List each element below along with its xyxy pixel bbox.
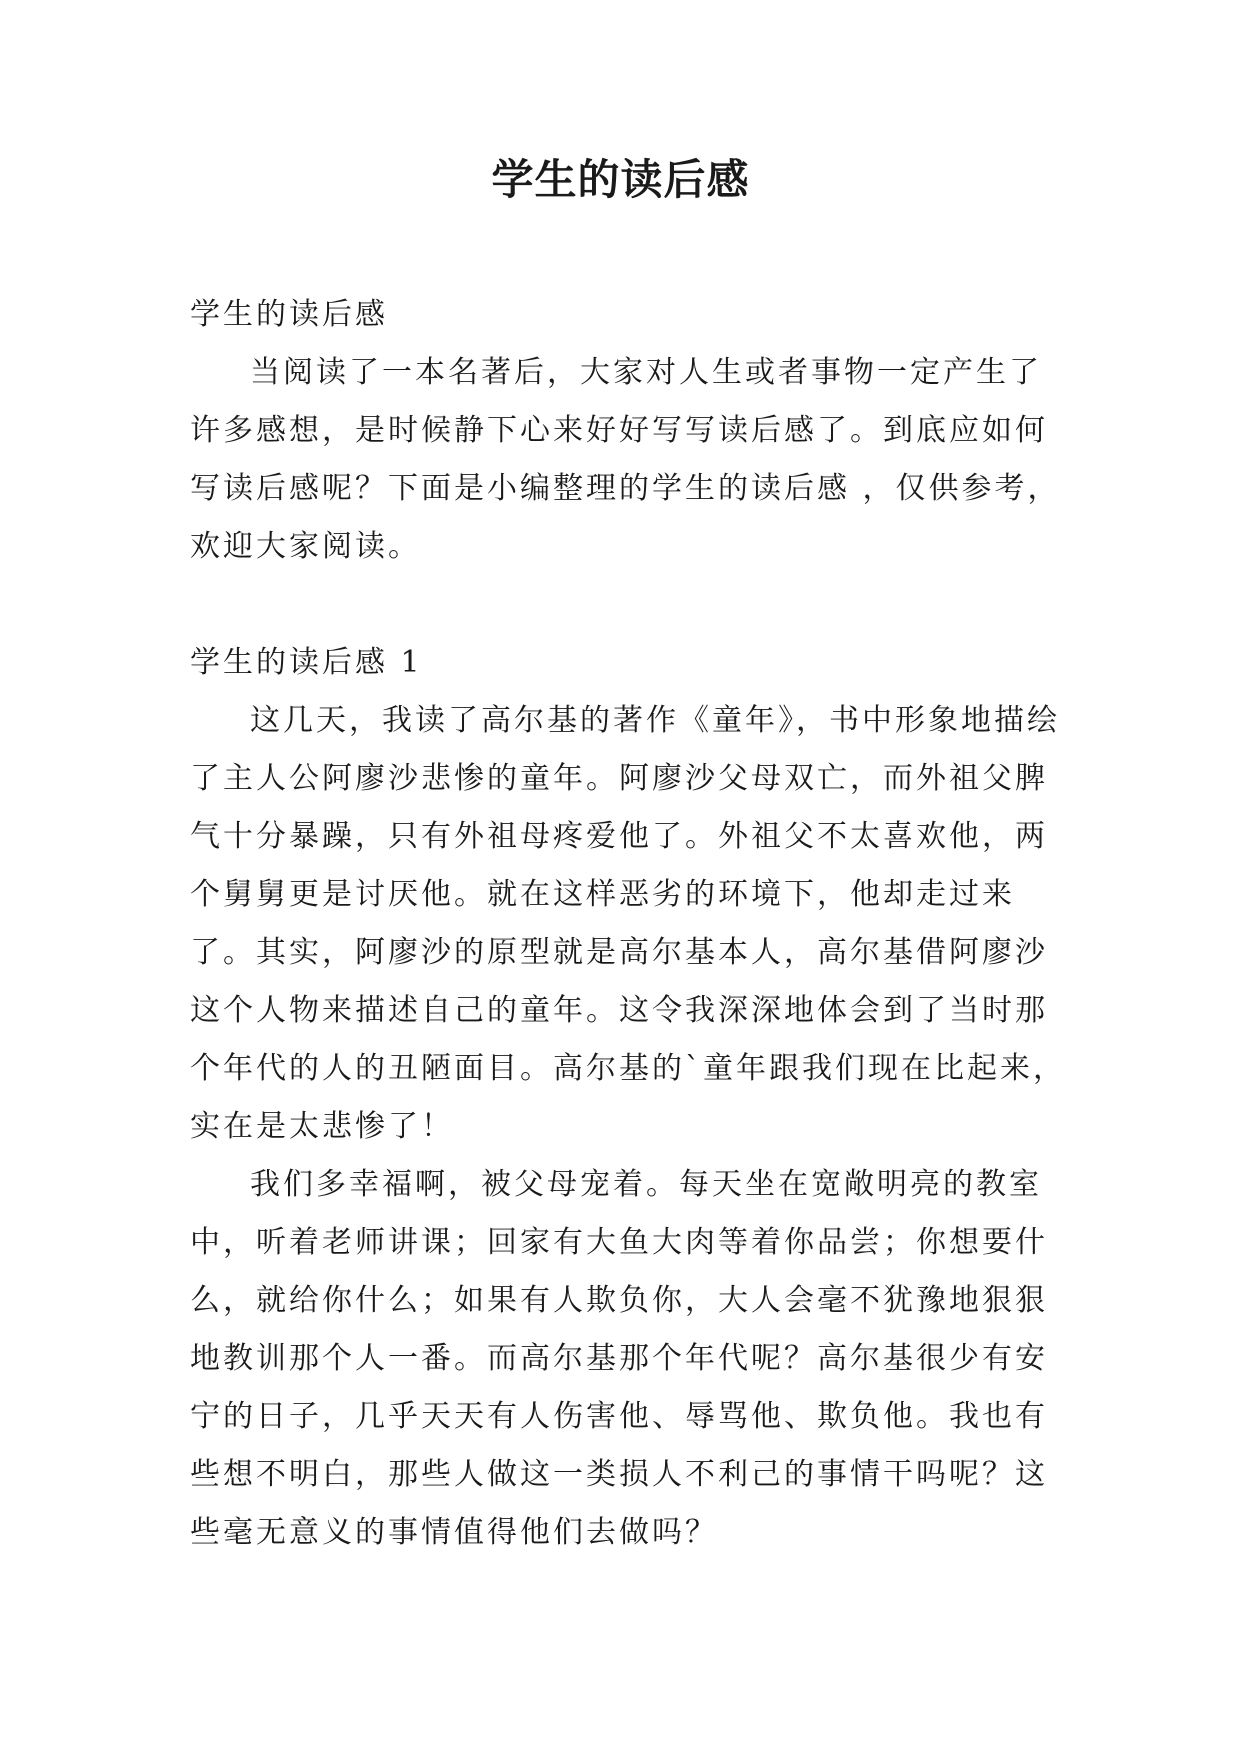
section-spacer bbox=[190, 576, 1070, 634]
intro-heading: 学生的读后感 bbox=[190, 297, 388, 332]
section-1-paragraph: 我们多幸福啊，被父母宠着。每天坐在宽敞明亮的教室中，听着老师讲课；回家有大鱼大肉等着你品尝；你想要什么，就给你什么；如果有人欺负你，大人会毫不犹豫地狠狠地教训那个人一番。而高尔基那个年代呢？高尔基很少有安宁的日子，几乎天天有人伤害他、辱骂他、欺负他。我也有些想不明白，那些人做这一类损人不利己的事情干吗呢？这些毫无意义的事情值得他们去做吗？ bbox=[190, 1167, 1048, 1550]
intro-paragraph: 当阅读了一本名著后，大家对人生或者事物一定产生了许多感想，是时候静下心来好好写写读后感了。到底应如何写读后感呢？下面是小编整理的学生的读后感 ，仅供参考，欢迎大家阅读。 bbox=[190, 355, 1061, 564]
document-body bbox=[190, 286, 1070, 1562]
document-title: 学生的读后感 bbox=[491, 155, 750, 204]
section-1-paragraph: 这几天，我读了高尔基的著作《童年》，书中形象地描绘了主人公阿廖沙悲惨的童年。阿廖沙父母双亡，而外祖父脾气十分暴躁，只有外祖母疼爱他了。外祖父不太喜欢他，两个舅舅更是讨厌他。就在这样恶劣的环境下，他却走过来了。其实，阿廖沙的原型就是高尔基本人，高尔基借阿廖沙这个人物来描述自己的童年。这令我深深地体会到了当时那个年代的人的丑陋面目。高尔基的`童年跟我们现在比起来，实在是太悲惨了！ bbox=[190, 703, 1066, 1144]
section-1-heading: 学生的读后感 1 bbox=[190, 645, 423, 680]
